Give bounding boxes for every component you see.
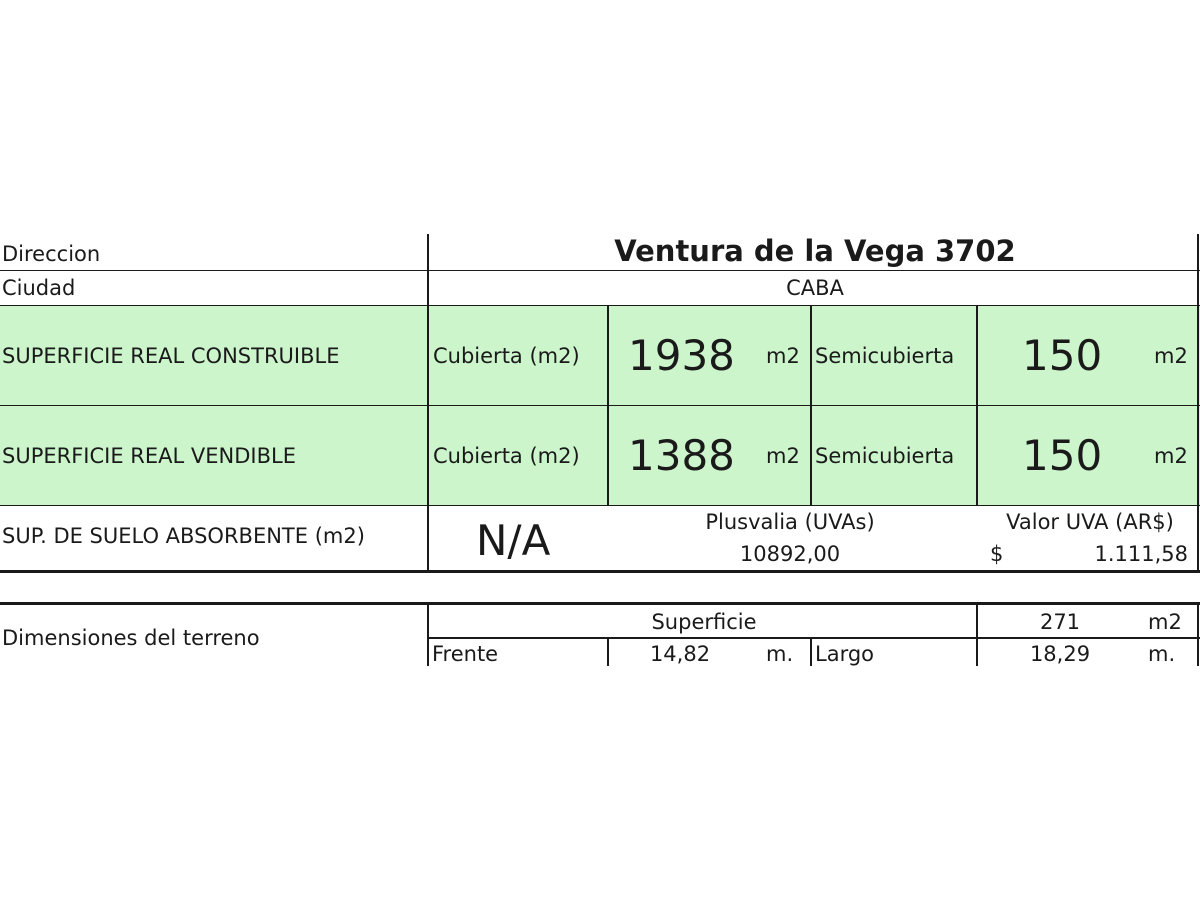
crop-cover: [0, 666, 1200, 900]
grid-line-h: [0, 505, 1200, 506]
grid-line-h: [428, 637, 1200, 639]
buildable-covered-value: 1938: [628, 331, 735, 380]
terrain-label: Dimensiones del terreno: [2, 626, 260, 650]
grid-line-v: [1197, 234, 1199, 570]
grid-line-v: [607, 638, 609, 666]
terrain-front-value: 14,82: [649, 642, 711, 666]
absorbent-label: SUP. DE SUELO ABSORBENTE (m2): [2, 524, 365, 548]
uva-value: 1.111,58: [1094, 542, 1188, 566]
buildable-covered-unit: m2: [766, 343, 800, 368]
buildable-semi-value: 150: [1022, 331, 1103, 380]
grid-line-v: [976, 604, 978, 666]
buildable-covered-label: Cubierta (m2): [433, 343, 580, 368]
plusvalia-label: Plusvalia (UVAs): [705, 510, 875, 534]
uva-currency: $: [990, 542, 1004, 566]
sellable-semi-label: Semicubierta: [815, 443, 955, 468]
address-value: Ventura de la Vega 3702: [614, 234, 1016, 268]
terrain-surface-label: Superficie: [651, 610, 757, 634]
terrain-surface-unit: m2: [1148, 610, 1182, 634]
terrain-surface-value: 271: [1039, 610, 1081, 634]
terrain-front-unit: m.: [766, 642, 794, 666]
grid-line-v: [427, 234, 429, 570]
grid-line-h: [0, 305, 1200, 306]
terrain-length-label: Largo: [815, 642, 875, 666]
sellable-label: SUPERFICIE REAL VENDIBLE: [2, 443, 296, 468]
sellable-covered-value: 1388: [628, 431, 735, 480]
absorbent-value: N/A: [476, 515, 551, 565]
grid-line-v: [976, 306, 978, 506]
sellable-semi-unit: m2: [1154, 443, 1188, 468]
sellable-semi-value: 150: [1022, 431, 1103, 480]
sellable-covered-unit: m2: [766, 443, 800, 468]
address-label: Direccion: [2, 242, 101, 266]
grid-line-v: [810, 306, 812, 506]
terrain-length-unit: m.: [1148, 642, 1176, 666]
uva-label: Valor UVA (AR$): [1006, 510, 1174, 534]
sellable-covered-label: Cubierta (m2): [433, 443, 580, 468]
terrain-front-label: Frente: [432, 642, 499, 666]
grid-line-v: [427, 604, 429, 666]
grid-line-h: [0, 270, 1200, 271]
city-label: Ciudad: [2, 276, 76, 300]
terrain-length-value: 18,29: [1029, 642, 1091, 666]
grid-line-h-thick: [0, 602, 1200, 605]
grid-line-v: [607, 306, 609, 506]
grid-line-v: [810, 638, 812, 666]
grid-line-h-thick: [0, 570, 1200, 573]
grid-line-v: [1197, 604, 1199, 666]
city-value: CABA: [786, 276, 844, 300]
buildable-semi-unit: m2: [1154, 343, 1188, 368]
plusvalia-value: 10892,00: [739, 542, 841, 566]
buildable-label: SUPERFICIE REAL CONSTRUIBLE: [2, 343, 340, 368]
grid-line-h: [0, 405, 1200, 406]
buildable-semi-label: Semicubierta: [815, 343, 955, 368]
